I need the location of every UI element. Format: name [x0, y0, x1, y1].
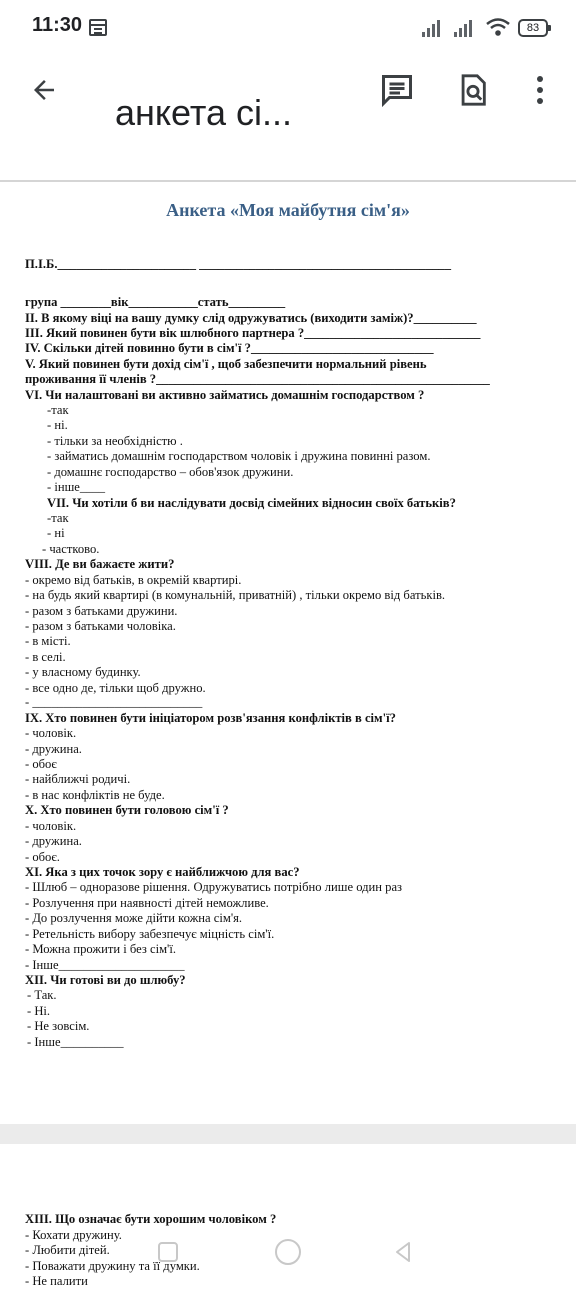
answer-line: - займатись домашнім господарством чоловік і дружина повинні разом.: [47, 449, 431, 463]
question-heading: П.І.Б.______________________ ________________________________________: [25, 257, 452, 271]
answer-line: - ___________________________: [25, 695, 203, 709]
answer-line: - в нас конфліктів не буде.: [25, 788, 165, 802]
question-heading: ІХ. Хто повинен бути ініціатором розв'язання конфліктів в сім'ї?: [25, 711, 396, 725]
status-bar: [0, 0, 576, 56]
answer-line: - Любити дітей.: [25, 1243, 110, 1257]
document-title: Анкета «Моя майбутня сім'я»: [166, 200, 410, 220]
answer-line: - Ні.: [27, 1004, 51, 1018]
recents-button[interactable]: [148, 1232, 188, 1272]
home-button[interactable]: [268, 1232, 308, 1272]
answer-line: - окремо від батьків, в окремій квартирі.: [25, 573, 242, 587]
wifi-icon: [486, 18, 510, 38]
question-heading: V. Який повинен бути дохід сім'ї , щоб забезпечити нормальний рівень: [25, 357, 427, 371]
more-options-button[interactable]: [516, 66, 564, 114]
question-heading: VI. Чи налаштовані ви активно займатись домашнім господарством ?: [25, 388, 425, 402]
status-indicators: [422, 17, 548, 39]
answer-line: - Не палити: [25, 1274, 88, 1288]
answer-line: - тільки за необхідністю .: [47, 434, 183, 448]
answer-line: - Так.: [27, 988, 57, 1002]
answer-line: - Шлюб – одноразове рішення. Одружуватись потрібно лише один раз: [25, 880, 403, 894]
question-heading: VII. Чи хотіли б ви наслідувати досвід сімейних відносин своїх батьків?: [47, 496, 456, 510]
question-heading: ХІ. Яка з цих точок зору є найближчою для вас?: [25, 865, 300, 879]
answer-line: - обоє.: [25, 850, 60, 864]
question-heading: ХІІ. Чи готові ви до шлюбу?: [25, 973, 186, 987]
back-button[interactable]: [20, 66, 68, 114]
comments-button[interactable]: [373, 66, 421, 114]
document-name: анкета сі...: [115, 92, 292, 133]
answer-line: -так: [47, 511, 69, 525]
home-icon: [273, 1237, 303, 1267]
answer-line: - разом з батьками чоловіка.: [25, 619, 176, 633]
answer-line: - найближчі родичі.: [25, 772, 131, 786]
answer-line: - чоловік.: [25, 819, 77, 833]
answer-line: - у власному будинку.: [25, 665, 141, 679]
find-in-document-button[interactable]: [449, 66, 497, 114]
answer-line: - дружина.: [25, 742, 82, 756]
back-triangle-icon: [393, 1241, 415, 1263]
arrow-back-icon: [29, 75, 59, 105]
question-heading: проживання її членів ?_____________________________________________________: [25, 372, 490, 386]
question-heading: Х. Хто повинен бути головою сім'ї ?: [25, 803, 229, 817]
back-nav-button[interactable]: [384, 1232, 424, 1272]
question-heading: ІІІ. Який повинен бути вік шлюбного партнера ?____________________________: [25, 326, 481, 340]
find-in-page-icon: [456, 73, 490, 107]
answer-line: - частково.: [42, 542, 100, 556]
answer-line: - Розлучення при наявності дітей неможливе.: [25, 896, 269, 910]
answer-line: - чоловік.: [25, 726, 77, 740]
answer-line: - в селі.: [25, 650, 66, 664]
answer-line: - Не зовсім.: [27, 1019, 90, 1033]
answer-line: - Інше____________________: [25, 958, 185, 972]
signal-icon: [454, 19, 478, 37]
question-heading: ХІІІ. Що означає бути хорошим чоловіком ?: [25, 1212, 277, 1226]
question-heading: ІІ. В якому віці на вашу думку слід одружуватись (виходити заміж)?__________: [25, 311, 477, 325]
answer-line: -так: [47, 403, 69, 417]
signal-icon: [422, 19, 446, 37]
status-time: 11:30: [32, 14, 83, 36]
answer-line: - домашнє господарство – обов'язок дружини.: [47, 465, 294, 479]
question-heading: група ________вік___________стать_________: [25, 295, 286, 309]
question-heading: IV. Скільки дітей повинно бути в сім'ї ?_____________________________: [25, 341, 434, 355]
navigation-bar: [0, 1224, 576, 1280]
question-heading: VIII. Де ви бажаєте жити?: [25, 557, 175, 571]
comment-icon: [379, 72, 415, 108]
answer-line: - ні: [47, 526, 65, 540]
answer-line: - все одно де, тільки щоб дружно.: [25, 681, 206, 695]
answer-line: - Ретельність вибору забезпечує міцність сім'ї.: [25, 927, 275, 941]
answer-line: - обоє: [25, 757, 57, 771]
page-separator: [0, 1124, 576, 1144]
battery-icon: 83: [518, 19, 548, 37]
answer-line: - Можна прожити і без сім'ї.: [25, 942, 176, 956]
document-page[interactable]: [0, 182, 576, 1142]
app-bar: [0, 56, 576, 180]
answer-line: - в місті.: [25, 634, 71, 648]
more-vert-icon: [536, 75, 544, 105]
recents-icon: [157, 1241, 179, 1263]
answer-line: - дружина.: [25, 834, 82, 848]
answer-line: - разом з батьками дружини.: [25, 604, 178, 618]
calendar-icon: [89, 19, 107, 36]
answer-line: - Інше__________: [27, 1035, 124, 1049]
answer-line: - ні.: [47, 418, 68, 432]
answer-line: - До розлучення може дійти кожна сім'я.: [25, 911, 243, 925]
answer-line: - Кохати дружину.: [25, 1228, 122, 1242]
answer-line: - Поважати дружину та її думки.: [25, 1259, 200, 1273]
answer-line: - інше____: [47, 480, 106, 494]
answer-line: - на будь який квартирі (в комунальній, приватній) , тільки окремо від батьків.: [25, 588, 446, 602]
